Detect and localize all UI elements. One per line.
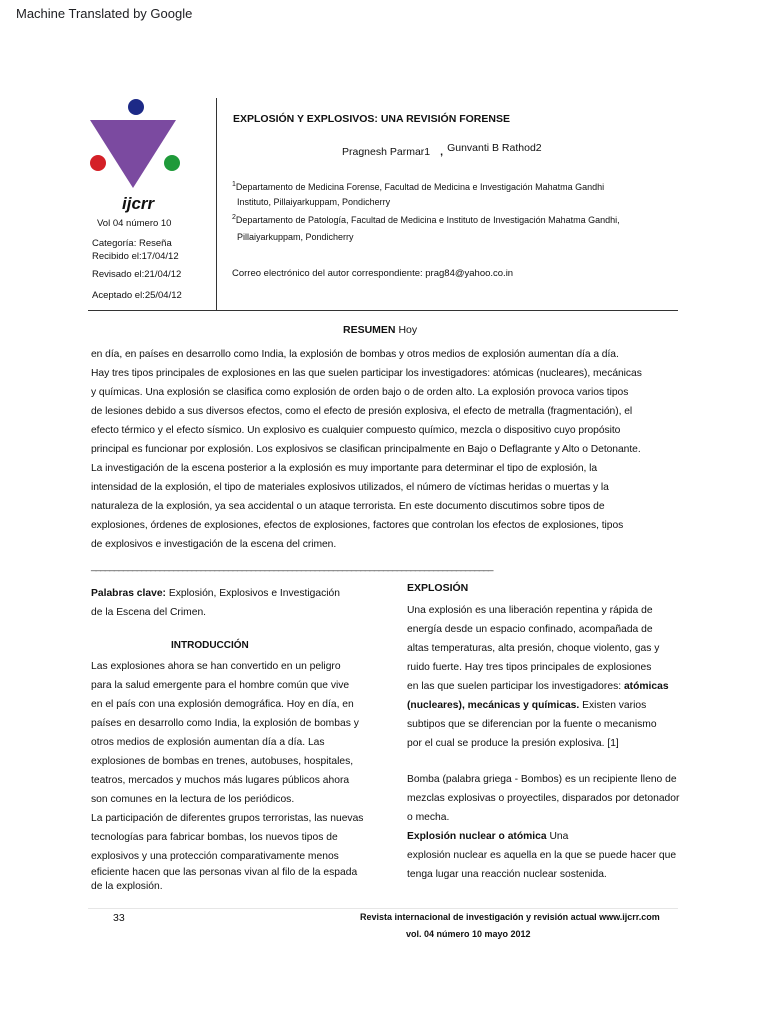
abstract-line: de lesiones debido a sus diversos efectos, como el efecto de presión explosiva, el efecto de metralla (fragmentación), el [91, 406, 633, 417]
page-number: 33 [113, 912, 125, 924]
abstract-lead: Hoy [398, 324, 418, 336]
abstract-heading [88, 324, 676, 336]
abstract-line: efecto térmico y el efecto sísmico. Un explosivo es cualquier compuesto químico, mezcla o dispositivo cuyo propósito [91, 425, 621, 436]
bomb-line: mezclas explosivas o proyectiles, disparados por detonador [407, 793, 680, 804]
intro-line: tecnologías para fabricar bombas, los nuevos tipos de [91, 832, 338, 843]
abstract-body [91, 345, 681, 554]
abstract-line: naturaleza de la explosión, ya sea accidental o un ataque terrorista. En este documento discutimos sobre tipos de [91, 501, 605, 512]
author-2: Gunvanti B Rathod2 [447, 142, 542, 154]
logo-left-dot [90, 155, 106, 171]
journal-footer: Revista internacional de investigación y revisión actual www.ijcrr.com [360, 912, 660, 922]
accepted-date: Aceptado el:25/04/12 [92, 290, 182, 301]
category: Categoría: Reseña [92, 238, 172, 249]
paper-title: EXPLOSIÓN Y EXPLOSIVOS: UNA REVISIÓN FORENSE [233, 113, 510, 125]
journal-name: ijcrr [122, 194, 155, 213]
nuclear-line: Explosión nuclear o atómica Una [407, 831, 569, 842]
author-1: Pragnesh Parmar1 [342, 146, 431, 158]
explosion-line: por el cual se produce la presión explosiva. [1] [407, 738, 619, 749]
nuclear-line: tenga lugar una reacción nuclear sostenida. [407, 869, 607, 880]
nuclear-line: explosión nuclear es aquella en la que se puede hacer que [407, 850, 677, 861]
affiliation-1-number: 1 [232, 181, 236, 188]
intro-line: La participación de diferentes grupos terroristas, las nuevas [91, 813, 364, 824]
translation-banner: Machine Translated by Google [16, 6, 193, 21]
affiliation-1: $^1$Departamento de Medicina Forense, Facultad de Medicina e Investigación Mahatma Gandhi [232, 181, 605, 192]
abstract-line: de explosivos e investigación de la escena del crimen. [91, 539, 337, 550]
footer-rule [88, 908, 678, 909]
intro-line: Las explosiones ahora se han convertido en un peligro [91, 661, 341, 672]
explosion-line: Una explosión es una liberación repentina y rápida de [407, 605, 653, 616]
revised-date: Revisado el:21/04/12 [92, 269, 182, 280]
intro-line: de la explosión. [91, 881, 163, 892]
abstract-line: intensidad de la explosión, el tipo de materiales explosivos utilizados, el número de víctimas heridas o muertas y la [91, 482, 609, 493]
logo-right-dot [164, 155, 180, 171]
keywords-text: Explosión, Explosivos e Investigación [168, 588, 341, 599]
received-date: Recibido el:17/04/12 [92, 251, 179, 262]
volume-info: Vol 04 número 10 [97, 218, 172, 229]
explosion-line: (nucleares), mecánicas y químicas. Existen varios [407, 700, 647, 711]
intro-line: teatros, mercados y muchos más lugares públicos ahora [91, 775, 350, 786]
abstract-rule: ________________________________________________________________________________________ [91, 561, 493, 572]
abstract-line: y químicas. Una explosión se clasifica como explosión de orden bajo o de orden alto. La explosión provoca varios tipos [91, 387, 629, 398]
author-separator: , [440, 146, 444, 158]
authors [342, 142, 542, 158]
keywords [91, 584, 381, 622]
abstract-line: en día, en países en desarrollo como India, la explosión de bombas y otros medios de explosión aumentan día a día. [91, 349, 619, 360]
logo-top-dot [128, 99, 144, 115]
abstract-line: Hay tres tipos principales de explosiones en las que suelen participar los investigadores: atómicas (nucleares), mecánicas [91, 368, 642, 379]
intro-heading: INTRODUCCIÓN [171, 640, 249, 651]
keywords-text-2: de la Escena del Crimen. [91, 607, 207, 618]
intro-body [91, 657, 381, 894]
abstract-line: La investigación de la escena posterior a la explosión es muy importante para determinar el tipo de explosión, la [91, 463, 598, 474]
intro-line: países en desarrollo como India, la explosión de bombas y [91, 718, 359, 729]
explosion-line: ruido fuerte. Hay tres tipos principales de explosiones [407, 662, 652, 673]
intro-line: explosiones de bombas en trenes, autobuses, hospitales, [91, 756, 354, 767]
logo-triangle [90, 120, 176, 188]
intro-line: para la salud emergente para el hombre común que vive [91, 680, 350, 691]
explosion-line: en las que suelen participar los investigadores: atómicas [407, 681, 669, 692]
intro-line: otros medios de explosión aumentan día a día. Las [91, 737, 325, 748]
nuclear-subheading: Explosión nuclear o atómica [407, 831, 547, 842]
intro-line: eficiente hacen que las personas vivan al filo de la espada [91, 867, 358, 878]
explosion-body [407, 601, 687, 753]
keywords-label: Palabras clave: [91, 588, 166, 599]
affiliation-2-number: 2 [232, 214, 236, 221]
journal-logo [84, 96, 182, 194]
bomb-line: o mecha. [407, 812, 450, 823]
abstract-label: RESUMEN [343, 324, 396, 336]
header-divider [216, 98, 217, 310]
abstract-line: principal es funcionar por explosión. Los explosivos se clasifican principalmente en Bajo o Deflagrante y Alto o Detonante. [91, 444, 641, 455]
explosion-heading: EXPLOSIÓN [407, 582, 469, 594]
header-bottom-rule [88, 310, 678, 311]
explosion-line: energía desde un espacio confinado, acompañada de [407, 624, 653, 635]
explosion-line: altas temperaturas, alta presión, choque violento, gas y [407, 643, 660, 654]
affiliation-1-line-2: Instituto, Pillaiyarkuppam, Pondicherry [237, 197, 391, 207]
author-email: Correo electrónico del autor correspondiente: prag84@yahoo.co.in [232, 268, 514, 279]
journal-volume-footer: vol. 04 número 10 mayo 2012 [406, 929, 531, 939]
intro-line: explosivos y una protección comparativamente menos [91, 851, 339, 862]
intro-line: en el país con una explosión demográfica. Hoy en día, en [91, 699, 354, 710]
intro-line: son comunes en la lectura de los periódicos. [91, 794, 295, 805]
abstract-line: explosiones, órdenes de explosiones, efectos de explosiones, factores que controlan los efectos de explosiones, tipos [91, 520, 624, 531]
affiliation-2: $^2$Departamento de Patología, Facultad de Medicina e Instituto de Investigación Mahatma Gandhi, [232, 214, 620, 225]
explosion-line: subtipos que se diferencian por la fuente o mecanismo [407, 719, 657, 730]
bomb-line: Bomba (palabra griega - Bombos) es un recipiente lleno de [407, 774, 677, 785]
bomb-definition [407, 770, 687, 884]
affiliation-2-line-2: Pillaiyarkuppam, Pondicherry [237, 232, 354, 242]
